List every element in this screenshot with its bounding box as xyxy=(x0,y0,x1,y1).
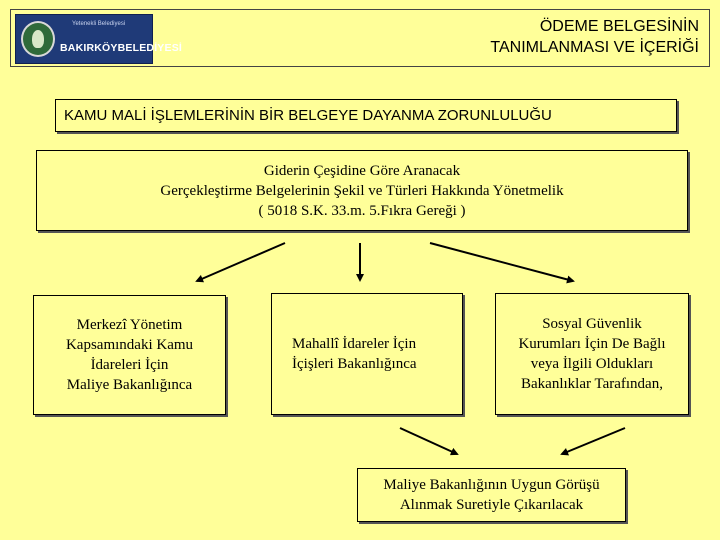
box-line: Mahallî İdareler İçin xyxy=(292,336,417,352)
page-title xyxy=(490,16,699,58)
regulation-box xyxy=(36,150,688,231)
arrow-from-local-to-final xyxy=(400,428,457,454)
arrow-from-social-to-final xyxy=(562,428,625,454)
box-line: Alınmak Suretiyle Çıkarılacak xyxy=(399,497,584,513)
regulation-line: ( 5018 S.K. 33.m. 5.Fıkra Gereği ) xyxy=(258,202,466,219)
central-government-box xyxy=(33,295,226,415)
box-line: veya İlgili Oldukları xyxy=(530,356,654,372)
local-administrations-box xyxy=(271,293,463,415)
obligation-banner: KAMU MALİ İŞLEMLERİNİN BİR BELGEYE DAYANMA ZORUNLULUĞU xyxy=(55,99,677,132)
logo-text: BAKIRKÖYBELEDİYESİ xyxy=(60,42,183,54)
social-security-box xyxy=(495,293,689,415)
regulation-line: Gerçekleştirme Belgelerinin Şekil ve Türleri Hakkında Yönetmelik xyxy=(160,182,564,199)
title-line-1: ÖDEME BELGESİNİN xyxy=(539,18,699,35)
regulation-line: Giderin Çeşidine Göre Aranacak xyxy=(263,162,461,179)
box-line: Kurumları İçin De Bağlı xyxy=(518,336,666,352)
box-line: Sosyal Güvenlik xyxy=(542,316,642,332)
box-line: İçişleri Bakanlığınca xyxy=(292,356,417,372)
box-line: Bakanlıklar Tarafından, xyxy=(521,376,663,392)
title-line-2: TANIMLANMASI VE İÇERİĞİ xyxy=(490,39,699,56)
arrow-to-social-box xyxy=(430,243,573,281)
box-line: Maliye Bakanlığının Uygun Görüşü xyxy=(383,477,600,493)
box-line: Merkezî Yönetim xyxy=(76,317,183,333)
box-line: Maliye Bakanlığınca xyxy=(66,377,193,393)
box-line: İdareleri İçin xyxy=(90,357,169,373)
arrow-to-central-box xyxy=(197,243,285,281)
final-approval-box xyxy=(357,468,626,522)
municipality-emblem-icon xyxy=(21,21,55,57)
bakirkoy-logo xyxy=(15,14,183,64)
header-box xyxy=(10,9,710,67)
box-line: Kapsamındaki Kamu xyxy=(65,337,194,353)
logo-small-text: Yetenekli Belediyesi xyxy=(72,21,126,27)
